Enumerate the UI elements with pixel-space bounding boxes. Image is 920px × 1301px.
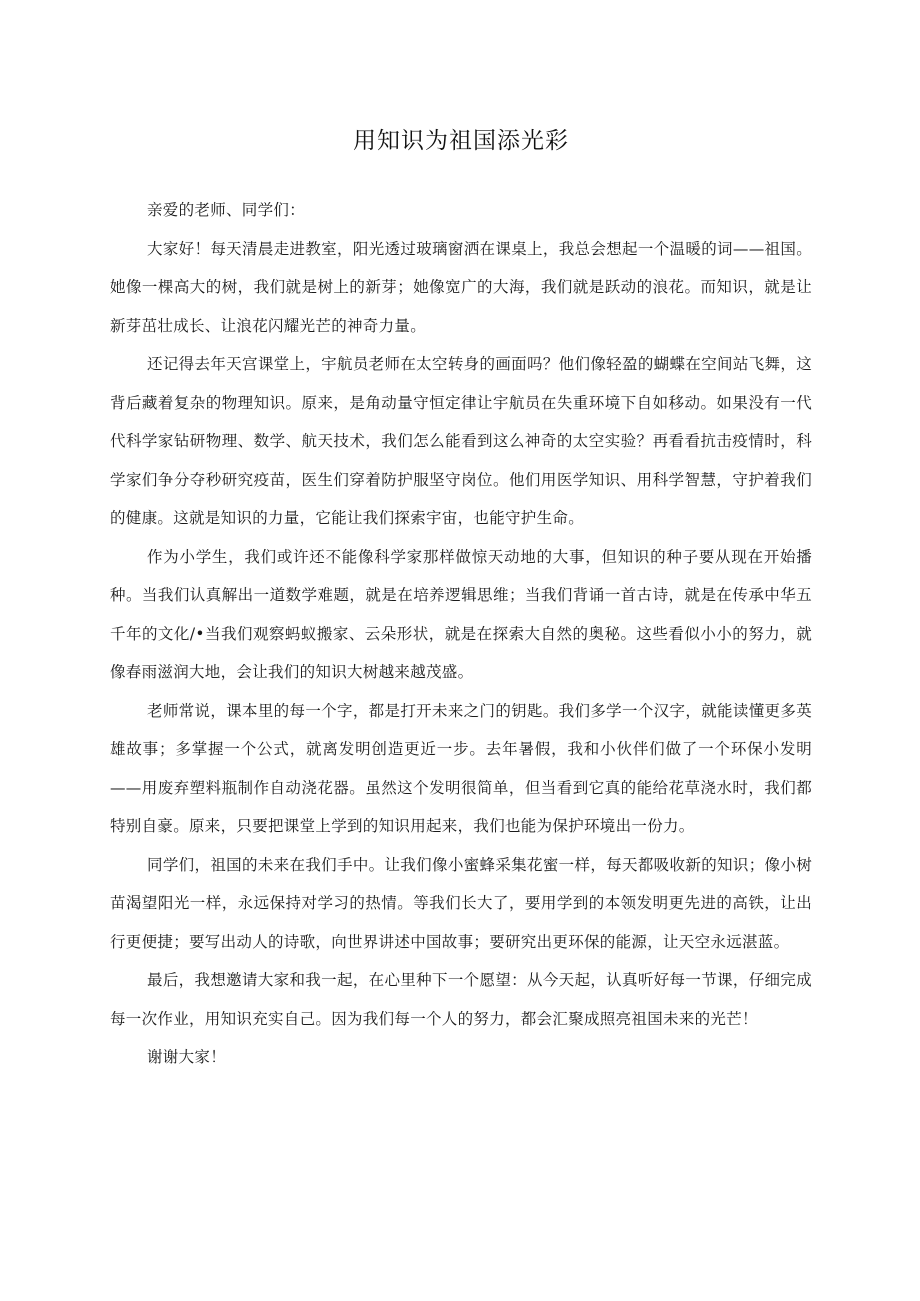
- paragraph-1: 大家好！每天清晨走进教室，阳光透过玻璃窗洒在课桌上，我总会想起一个温暖的词——祖国。她像一棵高大的树，我们就是树上的新芽；她像宽广的大海，我们就是跃动的浪花。而知识，就是让新芽茁壮成长、让浪花闪耀光芒的神奇力量。: [110, 239, 812, 335]
- paragraph-4: 老师常说，课本里的每一个字，都是打开未来之门的钥匙。我们多学一个汉字，就能读懂更多英雄故事；多掌握一个公式，就离发明创造更近一步。去年暑假，我和小伙伴们做了一个环保小发明——用废弃塑料瓶制作自动浇花器。虽然这个发明很简单，但当看到它真的能给花草浇水时，我们都特别自豪。原来，只要把课堂上学到的知识用起来，我们也能为保护环境出一份力。: [110, 701, 812, 835]
- salutation: 亲爱的老师、同学们：: [147, 201, 306, 219]
- paragraph-2: 还记得去年天宫课堂上，宇航员老师在太空转身的画面吗？他们像轻盈的蝴蝶在空间站飞舞，这背后藏着复杂的物理知识。原来，是角动量守恒定律让宇航员在失重环境下自如移动。如果没有一代代科学家钻研物理、数学、航天技术，我们怎么能看到这么神奇的太空实验？再看看抗击疫情时，科学家们争分夺秒研究疫苗，医生们穿着防护服坚守岗位。他们用医学知识、用科学智慧，守护着我们的健康。这就是知识的力量，它能让我们探索宇宙，也能守护生命。: [110, 355, 812, 527]
- paragraph-5: 同学们，祖国的未来在我们手中。让我们像小蜜蜂采集花蜜一样，每天都吸收新的知识；像小树苗渴望阳光一样，永远保持对学习的热情。等我们长大了，要用学到的本领发明更先进的高铁，让出行更便捷；要写出动人的诗歌，向世界讲述中国故事；要研究出更环保的能源，让天空永远湛蓝。: [110, 855, 812, 951]
- closing-line: 谢谢大家！: [147, 1048, 227, 1066]
- paragraph-3: 作为小学生，我们或许还不能像科学家那样做惊天动地的大事，但知识的种子要从现在开始播种。当我们认真解出一道数学难题，就是在培养逻辑思维；当我们背诵一首古诗，就是在传承中华五千年的文化/•当我们观察蚂蚁搬家、云朵形状，就是在探索大自然的奥秘。这些看似小小的努力，就像春雨滋润大地，会让我们的知识大树越来越茂盛。: [110, 547, 812, 681]
- document-title: 用知识为祖国添光彩: [353, 128, 569, 154]
- paragraph-6: 最后，我想邀请大家和我一起，在心里种下一个愿望：从今天起，认真听好每一节课，仔细完成每一次作业，用知识充实自己。因为我们每一个人的努力，都会汇聚成照亮祖国未来的光芒！: [110, 971, 812, 1028]
